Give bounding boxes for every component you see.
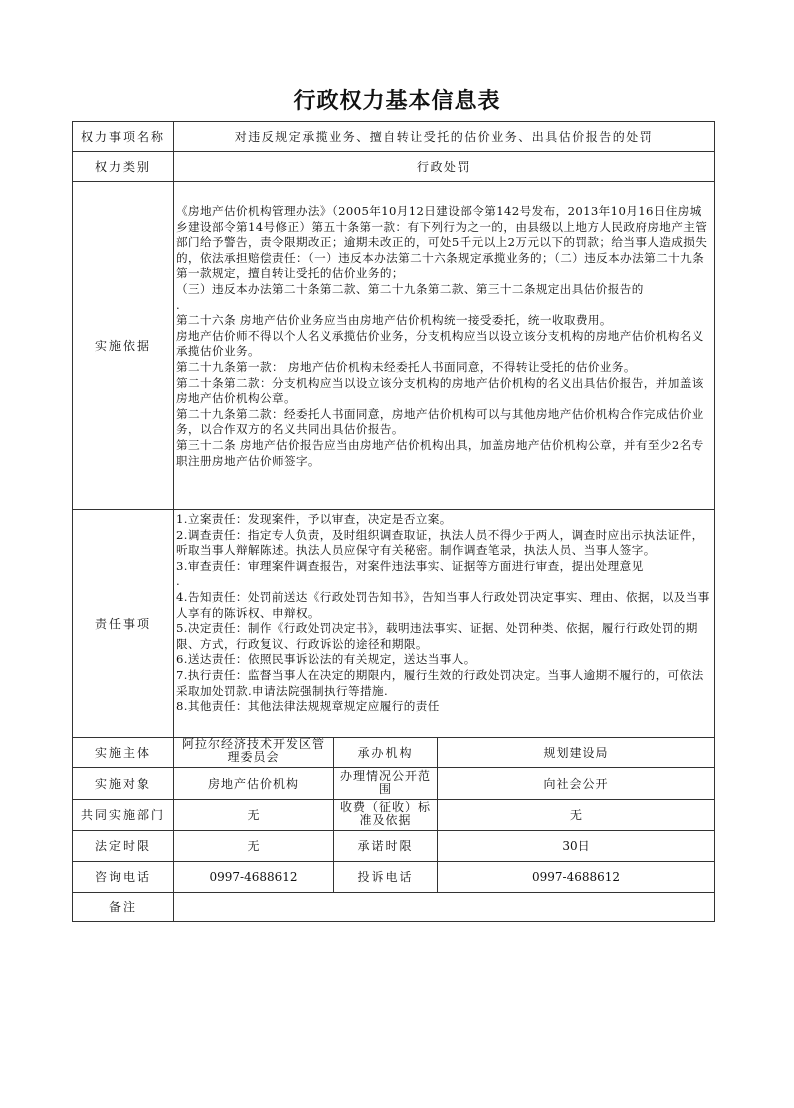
duty-item: 5.决定责任：制作《行政处罚决定书》，载明违法事实、证据、处罚种类、依据，履行行政处罚的期限、方式，行政复议、行政诉讼的途径和期限。 [176,621,698,651]
value-remark [174,893,714,921]
label-joint-dept: 共同实施部门 [73,800,174,830]
row-remark [73,893,714,921]
duty-item: 4.告知责任：处罚前送达《行政处罚告知书》，告知当事人行政处罚决定事实、理由、依据，以及当事人享有的陈诉权、申辩权。 [176,589,710,620]
value-fee-standard: 无 [569,808,582,822]
basis-paragraph: . [176,297,181,312]
page-title: 行政权力基本信息表 [293,88,501,114]
value-subject: 阿拉尔经济技术开发区管理委员会 [174,738,334,767]
row-power-category [73,152,714,182]
row-duties [73,510,714,738]
basis-paragraph: 第二十九条第一款： 房地产估价机构未经委托人书面同意，不得转让受托的估价业务。 [176,359,636,374]
value-complaint-phone: 0997-4688612 [531,870,621,884]
label-handling-agency: 承办机构 [334,738,438,767]
duty-item: 8.其他责任：其他法律法规规章规定应履行的责任 [176,699,440,714]
basis-paragraph: 第二十六条 房地产估价业务应当由房地产估价机构统一接受委托，统一收取费用。 [176,313,612,328]
duty-item: . [176,574,181,589]
value-duties [174,510,714,737]
row-joint [73,800,714,831]
label-power-name: 权力事项名称 [73,122,174,151]
value-handling-agency: 规划建设局 [543,745,609,760]
label-fee-standard: 收费（征收）标准及依据 [334,800,438,830]
value-power-name: 对违反规定承揽业务、擅自转让受托的估价业务、出具估价报告的处罚 [234,129,654,144]
row-target [73,768,714,800]
duty-item: 6.送达责任：依照民事诉讼法的有关规定，送达当事人。 [176,652,476,667]
label-complaint-phone: 投诉电话 [334,862,438,892]
basis-paragraph: 第二十九条第二款：经委托人书面同意，房地产估价机构可以与其他房地产估价机构合作完成估价业务，以合作双方的名义共同出具估价报告。 [176,406,704,437]
value-power-category: 行政处罚 [416,159,471,174]
row-subject [73,738,714,768]
value-consult-phone: 0997-4688612 [174,862,334,892]
duty-item: 1.立案责任：发现案件，予以审查，决定是否立案。 [176,512,452,526]
duty-item: 2.调查责任：指定专人负责，及时组织调查取证，执法人员不得少于两人，调查时应出示执法证件，听取当事人辩解陈述。执法人员应保守有关秘密。制作调查笔录，执法人员、当事人签字。 [176,527,704,558]
value-joint-dept: 无 [174,800,334,830]
label-power-category: 权力类别 [73,152,174,181]
basis-paragraph: 第三十二条 房地产估价报告应当由房地产估价机构出具，加盖房地产估价机构公章，并有至少2名专职注册房地产估价师签字。 [176,437,704,468]
label-target: 实施对象 [73,768,174,799]
value-target: 房地产估价机构 [174,768,334,799]
label-subject: 实施主体 [73,738,174,767]
row-time-limit [73,831,714,862]
basis-paragraph: 第二十条第二款：分支机构应当以设立该分支机构的房地产估价机构的名义出具估价报告，并加盖该房地产估价机构公章。 [176,375,704,406]
label-remark: 备注 [73,893,174,921]
label-disclosure-scope: 办理情况公开范围 [334,768,438,799]
basis-paragraph: 房地产估价师不得以个人名义承揽估价业务，分支机构应当以设立该分支机构的房地产估价机构名义承揽估价业务。 [176,328,704,359]
row-phone [73,862,714,893]
info-table [72,121,715,922]
duty-item: 7.执行责任：监督当事人在决定的期限内，履行生效的行政处罚决定。当事人逾期不履行的，可依法采取加处罚款.申请法院强制执行等措施. [176,667,704,698]
value-promised-limit: 30日 [562,839,590,853]
basis-paragraph: 《房地产估价机构管理办法》（2005年10月12日建设部令第142号发布，2013年10月16日住房城乡建设部令第14号修正）第五十条第一款：有下列行为之一的，由县级以上地方人民政府房地产主管部门给予警告，责令限期改正；逾期未改正的，可处5千元以上2万元以下的罚款；给当事人造成损失的，依法承担赔偿责任：（一）违反本办法第二十六条规定承揽业务的；（二）违反本办法第二十九条第一款规定，擅自转让受托的估价业务的； [176,204,708,281]
label-legal-limit: 法定时限 [73,831,174,861]
value-basis [174,182,714,509]
basis-paragraph: （三）违反本办法第二十条第二款、第二十九条第二款、第三十二条规定出具估价报告的 [176,281,644,296]
value-disclosure-scope: 向社会公开 [543,776,609,791]
value-legal-limit: 无 [174,831,334,861]
label-consult-phone: 咨询电话 [73,862,174,892]
row-basis [73,182,714,510]
duty-item: 3.审查责任：审理案件调查报告，对案件违法事实、证据等方面进行审查，提出处理意见 [176,558,644,573]
label-promised-limit: 承诺时限 [334,831,438,861]
label-duties: 责任事项 [73,510,174,737]
label-basis: 实施依据 [73,182,174,509]
row-power-name [73,122,714,152]
